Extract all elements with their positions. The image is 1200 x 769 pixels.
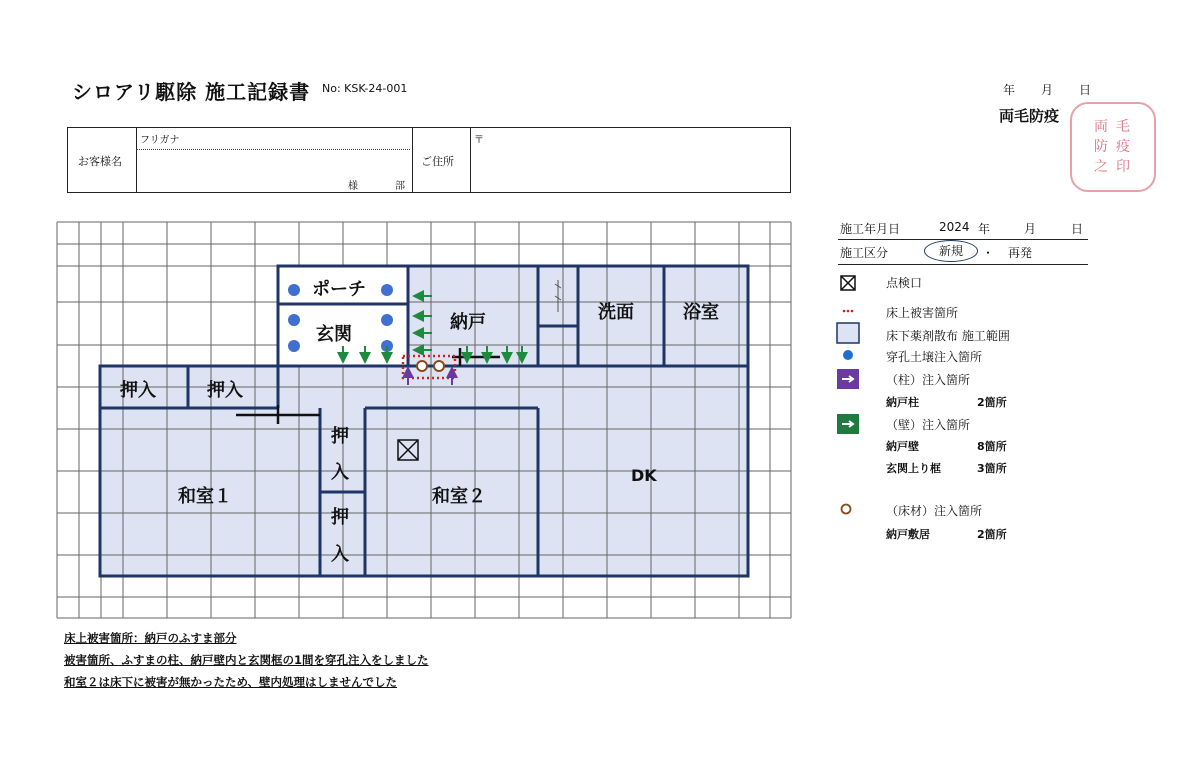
legend-inspection-label: 点検口 xyxy=(886,276,923,290)
legend-wall-count-2: 3箇所 xyxy=(977,462,1007,475)
header-year-label: 年 xyxy=(1003,83,1016,97)
seal-char: 印 xyxy=(1116,159,1130,175)
header-day-label: 日 xyxy=(1079,83,1092,97)
legend-pillar-arrow-icon xyxy=(837,369,859,389)
work-date-label: 施工年月日 xyxy=(840,222,901,236)
work-type-separator: ・ xyxy=(982,246,995,260)
legend-inspection-icon xyxy=(841,276,855,290)
legend-soil-icon xyxy=(843,350,853,360)
room-senmen: 洗面 xyxy=(598,302,634,323)
legend-soil-label: 穿孔土壌注入箇所 xyxy=(886,350,983,364)
note-line-3: 和室２は床下に被害が無かったため、壁内処理はしませんでした xyxy=(64,675,398,689)
seal-char: 毛 xyxy=(1116,119,1130,135)
room-oshiire-2: 押入 xyxy=(207,380,243,401)
address-label: ご住所 xyxy=(421,155,454,168)
work-type-repeat[interactable]: 再発 xyxy=(1008,246,1033,260)
room-genkan: 玄関 xyxy=(316,324,352,345)
seal-char: 両 xyxy=(1094,119,1108,135)
legend-pillar-item: 納戸柱 xyxy=(886,396,919,409)
note-line-2: 被害箇所、ふすまの柱、納戸壁内と玄関框の1間を穿孔注入をしました xyxy=(64,653,429,667)
room-dk: DK xyxy=(631,466,657,485)
divider xyxy=(838,264,1088,265)
seal-char: 防 xyxy=(1094,139,1108,155)
room-bathroom: 浴室 xyxy=(683,302,719,323)
legend-area-label: 床下薬剤散布 施工範囲 xyxy=(886,329,1010,343)
work-type-new-selected[interactable]: 新規 xyxy=(924,240,978,262)
honorific-sama: 様 xyxy=(348,181,358,192)
note-line-1: 床上被害箇所：納戸のふすま部分 xyxy=(64,631,237,645)
room-porch: ポーチ xyxy=(312,279,366,300)
legend-wall-label: （壁）注入箇所 xyxy=(886,418,971,432)
work-year-unit: 年 xyxy=(978,222,991,236)
work-day-unit: 日 xyxy=(1071,222,1084,236)
document-title: シロアリ駆除 施工記録書 xyxy=(72,80,311,104)
legend-damage-icon xyxy=(843,310,854,313)
work-type-label: 施工区分 xyxy=(840,246,889,260)
honorific-bu: 部 xyxy=(395,181,405,192)
room-oshiire-v1-top: 押 xyxy=(331,426,349,447)
seal-char: 之 xyxy=(1094,159,1108,175)
legend-wall-item-1: 納戸壁 xyxy=(886,440,919,453)
legend-wall-arrow-icon xyxy=(837,414,859,434)
legend-wall-item-2: 玄関上り框 xyxy=(886,462,941,475)
legend-pillar-count: 2箇所 xyxy=(977,396,1007,409)
legend-damage-label: 床上被害箇所 xyxy=(886,306,959,320)
work-month-unit: 月 xyxy=(1024,222,1037,236)
room-nando: 納戸 xyxy=(450,312,486,333)
header-month-label: 月 xyxy=(1041,83,1054,97)
room-oshiire-v2-top: 押 xyxy=(331,507,349,528)
postal-mark: 〒 xyxy=(474,135,484,146)
room-oshiire-v1-bottom: 入 xyxy=(331,462,349,483)
customer-name-label: お客様名 xyxy=(78,155,122,168)
room-washitsu-1: 和室１ xyxy=(178,486,232,507)
document-number: No: KSK-24-001 xyxy=(322,82,408,95)
company-name: 両毛防疫 xyxy=(999,107,1060,125)
room-oshiire-1: 押入 xyxy=(120,380,156,401)
legend-wall-count-1: 8箇所 xyxy=(977,440,1007,453)
seal-char: 疫 xyxy=(1116,139,1130,155)
legend-floor-ring-icon xyxy=(842,505,851,514)
legend-pillar-label: （柱）注入箇所 xyxy=(886,373,971,387)
legend-symbols xyxy=(830,268,870,528)
legend-floor-count: 2箇所 xyxy=(977,528,1007,541)
room-washitsu-2: 和室２ xyxy=(432,486,486,507)
legend-area-icon xyxy=(837,323,859,343)
furigana-label: フリガナ xyxy=(140,135,180,146)
work-year: 2024 xyxy=(939,220,970,234)
legend-floor-item: 納戸敷居 xyxy=(886,528,930,541)
room-oshiire-v2-bottom: 入 xyxy=(331,544,349,565)
divider xyxy=(838,239,1088,240)
legend-floor-label: （床材）注入箇所 xyxy=(886,504,983,518)
